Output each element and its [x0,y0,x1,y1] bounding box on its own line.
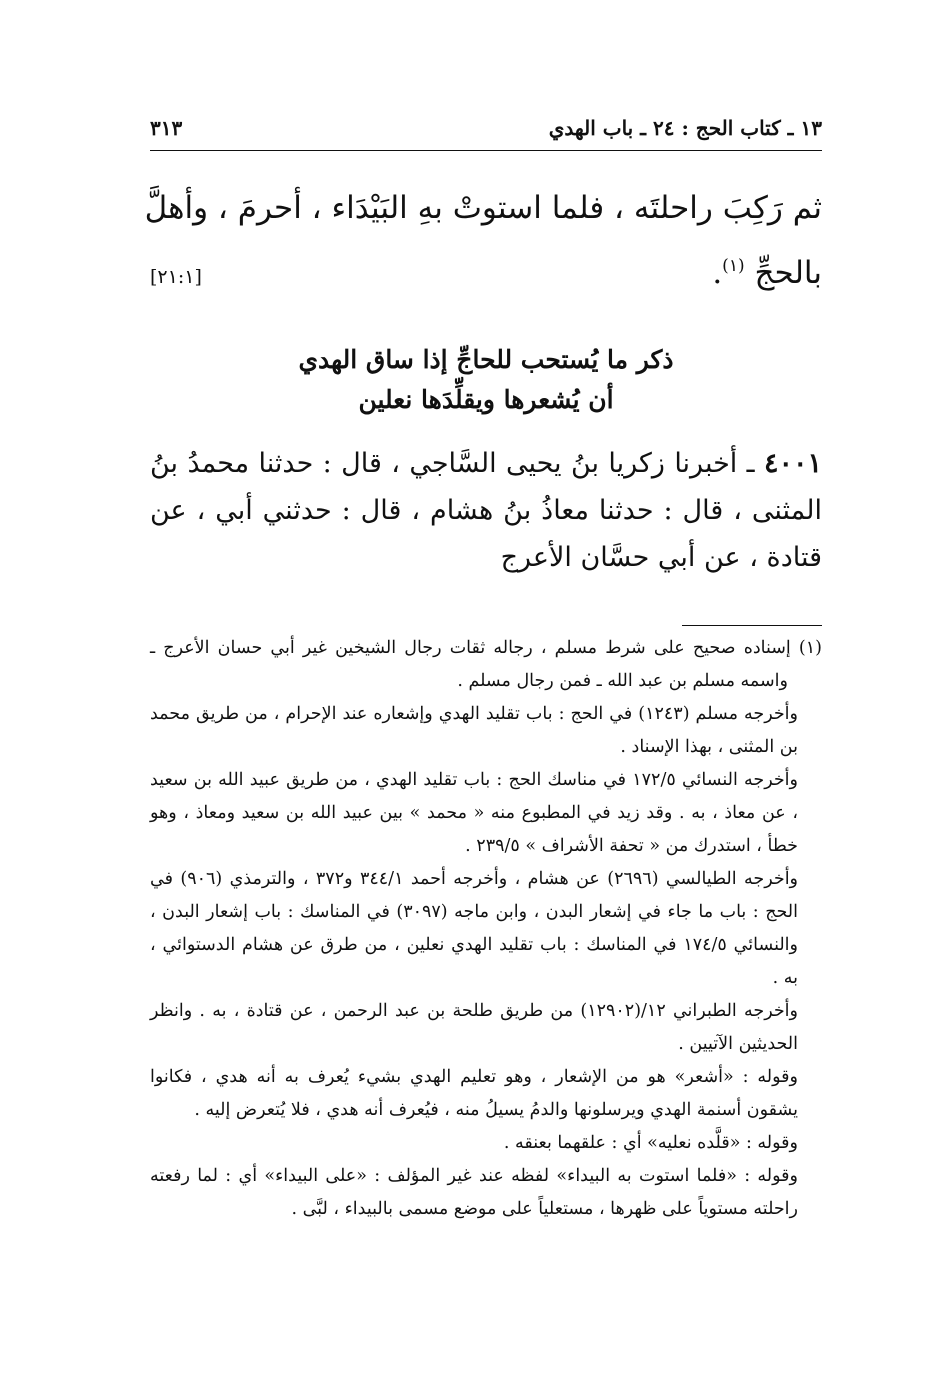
page-number: ٣١٣ [150,116,183,140]
footnote-paragraph: وقوله : «أشعر» هو من الإشعار ، وهو تعليم الهدي بشيء يُعرف به أنه هدي ، فكانوا يشقون أسنمة الهدي ويرسلونها والدمُ يسيلُ منه ، فيُعرف أنه هدي ، فلا يُتعرض إليه . [150,1067,798,1120]
footnote-separator [682,625,822,626]
hadith-entry [150,440,822,581]
footnotes [150,632,822,1226]
end-punctuation: . [712,255,723,291]
hadith-continuation [144,179,822,306]
footnote-paragraph: وأخرجه مسلم (١٢٤٣) في الحج : باب تقليد الهدي وإشعاره عند الإحرام ، من طريق محمد بن المثنى ، بهذا الإسناد . [150,704,798,757]
continuation-line-2 [150,237,822,306]
continuation-text: بالحجِّ [754,255,822,291]
footnote-paragraph: وأخرجه الطبراني ١٢/(١٢٩٠٢) من طريق طلحة بن عبد الرحمن ، عن قتادة ، به . وانظر الحديثين الآتيين . [150,1001,798,1054]
hadith-number: ٤٠٠١ [763,448,822,479]
section-heading-line-1: ذكر ما يُستحب للحاجِّ إذا ساق الهدي [298,345,674,374]
hadith-reference: [٢١:١] [150,266,202,288]
footnote-marker: (١) [722,256,745,276]
continuation-line-1: ثم رَكِبَ راحلتَه ، فلما استوتْ بهِ البَيْدَاء ، أحرمَ ، وأهلَّ [144,190,822,226]
book-page [144,110,822,1226]
hadith-text: ـ أخبرنا زكريا بنُ يحيى السَّاجي ، قال : حدثنا محمدُ بنُ المثنى ، قال : حدثنا معاذُ بنُ هشام ، قال : حدثني أبي ، عن قتادة ، عن أبي حسَّان الأعرج [150,448,822,573]
footnote-paragraph: وأخرجه الطيالسي (٢٦٩٦) عن هشام ، وأخرجه أحمد ٣٤٤/١ و٣٧٢ ، والترمذي (٩٠٦) في الحج : باب ما جاء في إشعار البدن ، وابن ماجه (٣٠٩٧) في المناسك : باب إشعار البدن ، والنسائي ١٧٤/٥ في المناسك : باب تقليد الهدي نعلين ، من طرق عن هشام الدستوائي ، به . [150,869,799,988]
footnote-paragraph: وأخرجه النسائي ١٧٢/٥ في مناسك الحج : باب تقليد الهدي ، من طريق عبيد الله بن سعيد ، عن معاذ ، به . وقد زيد في المطبوع منه « محمد » بين عبيد الله بن سعيد ومعاذ ، وهو خطأ ، استدرك من « تحفة الأشراف » ٢٣٩/٥ . [150,770,798,856]
footnote-paragraph: وقوله : «فلما استوت به البيداء» لفظه عند غير المؤلف : «على البيداء» أي : لما رفعته راحلته مستوياً على ظهرها ، مستعلياً على موضع مسمى بالبيداء ، لبَّى . [150,1166,798,1219]
continuation-line-2-text [712,237,822,302]
chapter-title: ١٣ ـ كتاب الحج : ٢٤ ـ باب الهدي [548,116,822,140]
footnote-paragraph: (١) إسناده صحيح على شرط مسلم ، رجاله ثقات رجال الشيخين غير أبي حسان الأعرج ـ واسمه مسلم بن عبد الله ـ فمن رجال مسلم . [150,638,822,691]
section-heading [150,340,822,420]
section-heading-line-2: أن يُشعرها ويقلِّدَها نعلين [358,385,614,414]
footnote-paragraph: وقوله : «قلَّده نعليه» أي : علقهما بعنقه . [503,1133,798,1153]
running-header [150,110,822,151]
